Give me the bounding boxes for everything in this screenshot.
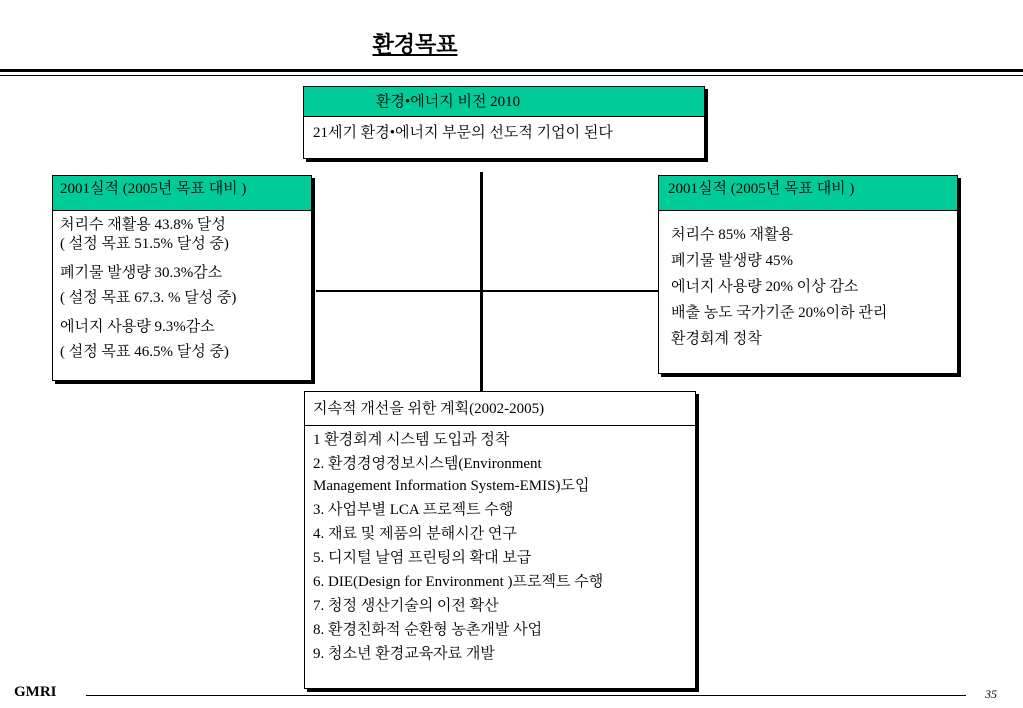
vision-header: 환경•에너지 비전 2010: [376, 94, 521, 110]
right-line: 에너지 사용량 20% 이상 감소: [671, 279, 859, 295]
vision-body-cell: [303, 117, 705, 159]
right-line: 처리수 85% 재활용: [671, 227, 793, 243]
page-number: 35: [985, 687, 997, 701]
connector-horizontal: [316, 290, 658, 292]
left-line: ( 설정 목표 67.3. % 달성 중): [60, 290, 237, 306]
left-body-cell: [52, 211, 312, 381]
footer-org: GMRI: [14, 684, 57, 700]
left-line: 에너지 사용량 9.3%감소: [60, 319, 215, 335]
left-header: 2001실적 (2005년 목표 대비 ): [60, 181, 247, 197]
vision-header-cell: [303, 86, 705, 117]
plan-line: 7. 청정 생산기술의 이전 확산: [313, 598, 499, 614]
right-targets-box: [658, 175, 958, 374]
title-rule-thin: [0, 75, 1023, 76]
right-line: 폐기물 발생량 45%: [671, 253, 793, 269]
plan-line: 5. 디지털 날염 프린팅의 확대 보급: [313, 550, 532, 566]
left-results-box: [52, 175, 312, 381]
plan-line: 2. 환경경영정보시스템(Environment: [313, 456, 542, 472]
plan-body-cell: [305, 426, 695, 664]
right-header: 2001실적 (2005년 목표 대비 ): [668, 181, 855, 197]
right-line: 배출 농도 국가기준 20%이하 관리: [671, 305, 888, 321]
vision-text: 21세기 환경•에너지 부문의 선도적 기업이 된다: [313, 125, 613, 141]
left-line: 폐기물 발생량 30.3%감소: [60, 265, 223, 281]
vision-box: [303, 86, 705, 159]
footer-rule: [86, 695, 966, 696]
plan-header: 지속적 개선을 위한 계획(2002-2005): [313, 401, 545, 417]
left-line: 처리수 재활용 43.8% 달성: [60, 217, 226, 233]
left-line: ( 설정 목표 46.5% 달성 중): [60, 344, 229, 360]
left-line: ( 설정 목표 51.5% 달성 중): [60, 236, 229, 252]
plan-line: 9. 청소년 환경교육자료 개발: [313, 646, 495, 662]
plan-line: 6. DIE(Design for Environment )프로젝트 수행: [313, 574, 604, 590]
plan-box: [304, 391, 696, 689]
left-header-cell: [52, 175, 312, 211]
plan-line: 3. 사업부별 LCA 프로젝트 수행: [313, 502, 514, 518]
title-rule-thick: [0, 69, 1023, 72]
page-title: 환경목표: [372, 33, 458, 58]
plan-line: 8. 환경친화적 순환형 농촌개발 사업: [313, 622, 543, 638]
plan-line: Management Information System-EMIS)도입: [313, 478, 590, 494]
plan-line: 4. 재료 및 제품의 분해시간 연구: [313, 526, 517, 542]
right-body-cell: [658, 211, 958, 374]
right-header-cell: [658, 175, 958, 211]
plan-header-cell: [305, 392, 695, 426]
right-line: 환경회계 정착: [671, 331, 762, 347]
plan-line: 1 환경회계 시스템 도입과 정착: [313, 432, 510, 448]
connector-vertical: [480, 172, 483, 392]
